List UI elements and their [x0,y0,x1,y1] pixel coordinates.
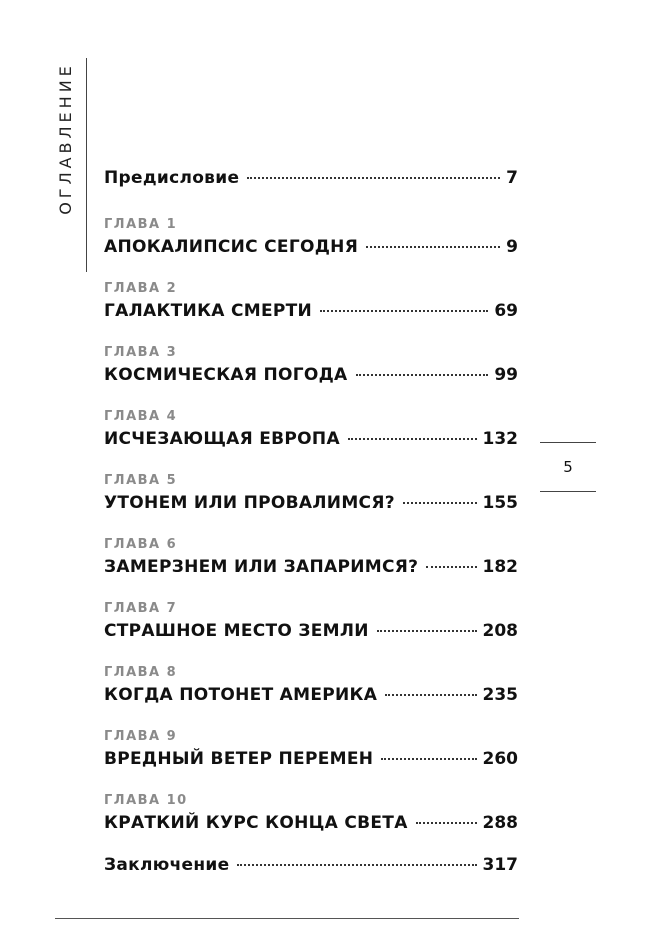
toc-page: 317 [482,855,518,875]
toc-page: 99 [494,365,518,385]
toc-entry-chapter-7[interactable] [104,600,518,645]
toc-title: СТРАШНОЕ МЕСТО ЗЕМЛИ [104,621,369,641]
toc-entry-conclusion[interactable] [104,851,518,879]
bottom-divider [55,918,519,919]
toc-page: 7 [506,168,518,188]
toc-page: 182 [482,557,518,577]
toc-entry-chapter-4[interactable] [104,408,518,453]
table-of-contents [104,164,518,879]
toc-entry-chapter-2[interactable] [104,280,518,325]
page-number [540,442,596,492]
chapter-label: ГЛАВА 8 [104,665,178,680]
side-title-text: ОГЛАВЛЕНИЕ [55,61,75,215]
toc-title: ВРЕДНЫЙ ВЕТЕР ПЕРЕМЕН [104,749,374,769]
chapter-label: ГЛАВА 6 [104,537,178,552]
toc-entry-chapter-3[interactable] [104,344,518,389]
dot-leader [348,438,477,440]
toc-entry-chapter-5[interactable] [104,472,518,517]
dot-leader [356,374,489,376]
toc-entry-chapter-6[interactable] [104,536,518,581]
toc-line [104,681,518,709]
toc-title: КРАТКИЙ КУРС КОНЦА СВЕТА [104,813,408,833]
toc-title: АПОКАЛИПСИС СЕГОДНЯ [104,237,359,257]
chapter-label: ГЛАВА 5 [104,473,178,488]
chapter-label: ГЛАВА 10 [104,793,188,808]
toc-title: Предисловие [104,168,240,188]
toc-page: 9 [506,237,518,257]
toc-line [104,361,518,389]
chapter-label: ГЛАВА 9 [104,729,178,744]
dot-leader [403,502,477,504]
toc-line [104,425,518,453]
toc-line [104,297,518,325]
toc-line [104,745,518,773]
toc-line [104,164,518,192]
dot-leader [237,864,476,866]
toc-page: 235 [482,685,518,705]
dot-leader [416,822,477,824]
toc-line [104,851,518,879]
dot-leader [381,758,476,760]
toc-entry-chapter-8[interactable] [104,664,518,709]
dot-leader [385,694,476,696]
side-title [50,61,80,215]
toc-line [104,553,518,581]
toc-line [104,233,518,261]
toc-title: УТОНЕМ ИЛИ ПРОВАЛИМСЯ? [104,493,395,513]
toc-page: 288 [482,813,518,833]
dot-leader [426,566,476,568]
toc-line [104,809,518,837]
toc-entry-chapter-1[interactable] [104,216,518,261]
toc-page: 260 [482,749,518,769]
toc-line [104,489,518,517]
page-number-text: 5 [563,458,573,476]
toc-entry-preface[interactable] [104,164,518,192]
dot-leader [247,177,500,179]
toc-title: ЗАМЕРЗНЕМ ИЛИ ЗАПАРИМСЯ? [104,557,419,577]
toc-page: 69 [494,301,518,321]
toc-entry-chapter-9[interactable] [104,728,518,773]
toc-title: ИСЧЕЗАЮЩАЯ ЕВРОПА [104,429,340,449]
chapter-label: ГЛАВА 3 [104,345,178,360]
dot-leader [366,246,500,248]
dot-leader [320,310,488,312]
side-divider [86,58,87,272]
toc-title: КОГДА ПОТОНЕТ АМЕРИКА [104,685,378,705]
toc-page: 208 [482,621,518,641]
chapter-label: ГЛАВА 7 [104,601,178,616]
toc-title: Заключение [104,855,230,875]
chapter-label: ГЛАВА 1 [104,217,178,232]
chapter-label: ГЛАВА 2 [104,281,178,296]
toc-line [104,617,518,645]
toc-page: 132 [482,429,518,449]
toc-entry-chapter-10[interactable] [104,792,518,837]
toc-page: 155 [482,493,518,513]
toc-title: ГАЛАКТИКА СМЕРТИ [104,301,313,321]
toc-title: КОСМИЧЕСКАЯ ПОГОДА [104,365,348,385]
chapter-label: ГЛАВА 4 [104,409,178,424]
dot-leader [377,630,477,632]
